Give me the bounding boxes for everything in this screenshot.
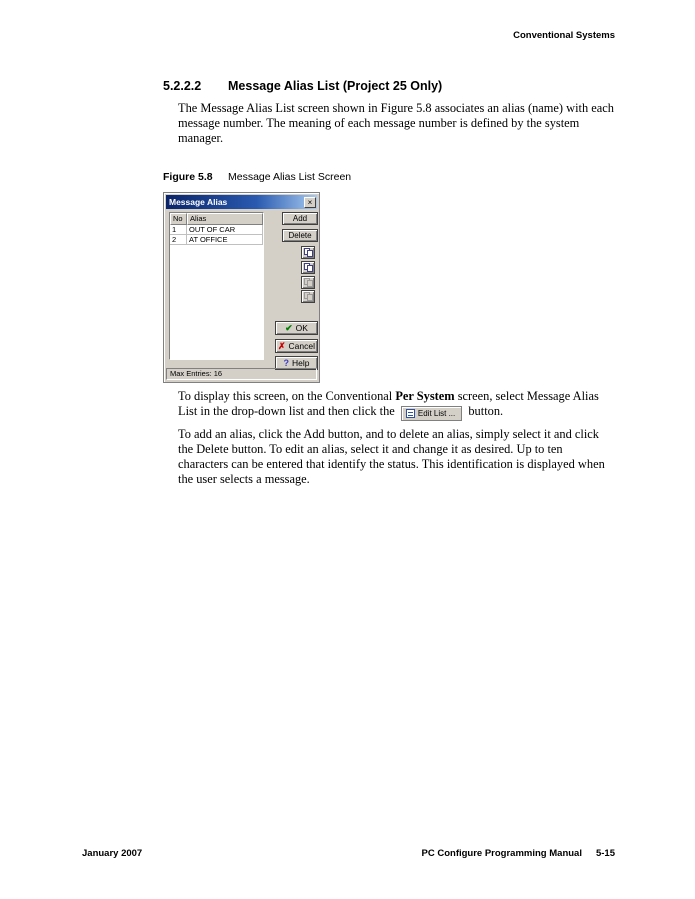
paste-icon [304,278,313,287]
cancel-button[interactable] [275,339,318,353]
add-button-label: Add [292,214,308,223]
per-system-bold: Per System [395,389,455,403]
question-icon: ? [283,357,289,368]
close-button[interactable] [304,197,316,208]
dialog-statusbar [166,368,317,380]
delete-button[interactable] [282,229,318,242]
cell-alias[interactable]: OUT OF CAR [187,225,263,235]
add-button[interactable] [282,212,318,225]
display-text-pre: To display this screen, on the Conventional [178,389,396,403]
page-footer [82,848,615,859]
edit-list-icon [406,409,415,418]
copy-all-button[interactable] [301,261,315,274]
copy-icon [304,248,313,257]
table-header-row [170,213,263,225]
intro-paragraph: The Message Alias List screen shown in Figure 5.8 associates an alias (name) with each message number. The meaning of each message number is defined by the system manager. [178,101,614,145]
cell-no[interactable]: 2 [170,235,187,245]
max-entries-text: Max Entries: 16 [170,369,223,378]
footer-manual-title: PC Configure Programming Manual [421,848,582,859]
message-alias-dialog [163,192,320,383]
table-row[interactable] [170,225,263,235]
figure-caption [163,171,351,183]
cell-no[interactable]: 1 [170,225,187,235]
display-text-post: button. [465,404,504,418]
page-header-text: Conventional Systems [513,30,615,41]
help-button-label: Help [292,358,310,368]
dialog-title: Message Alias [169,197,228,207]
check-icon: ✔ [285,322,293,333]
display-text-mid: screen, select Message Alias List in the drop-down list and then click the [178,389,599,418]
footer-right-group [422,848,615,859]
usage-paragraph: To add an alias, click the Add button, and to delete an alias, simply select it and click the Delete button. To edit an alias, select it and change it as desired. Up to ten characters can be entered that identify the status. This identification is displayed when the user selects a message. [178,427,605,486]
section-title: Message Alias List (Project 25 Only) [228,79,443,93]
paste-row-button[interactable] [301,276,315,289]
paste-all-button[interactable] [301,290,315,303]
column-header-alias[interactable]: Alias [187,213,263,225]
delete-button-label: Delete [288,231,312,240]
section-number: 5.2.2.2 [163,79,202,93]
ok-button-label: OK [295,323,308,333]
cell-alias[interactable]: AT OFFICE [187,235,263,245]
edit-list-button[interactable] [401,406,462,421]
dialog-titlebar[interactable] [166,195,317,209]
figure-label: Figure 5.8 [163,171,213,183]
alias-table[interactable] [169,212,264,360]
edit-list-button-label: Edit List ... [417,409,456,418]
paste-icon [304,292,313,301]
cancel-button-label: Cancel [288,341,315,351]
table-row[interactable] [170,235,263,245]
ok-button[interactable] [275,321,318,335]
close-icon: × [307,197,313,207]
footer-page-number: 5-15 [595,848,615,859]
column-header-no[interactable]: No [170,213,187,225]
display-paragraph [178,389,615,421]
figure-title: Message Alias List Screen [228,171,352,183]
footer-date: January 2007 [82,848,143,859]
copy-icon [304,263,313,272]
x-icon: ✗ [277,340,286,351]
copy-row-button[interactable] [301,246,315,259]
section-heading [163,79,442,93]
